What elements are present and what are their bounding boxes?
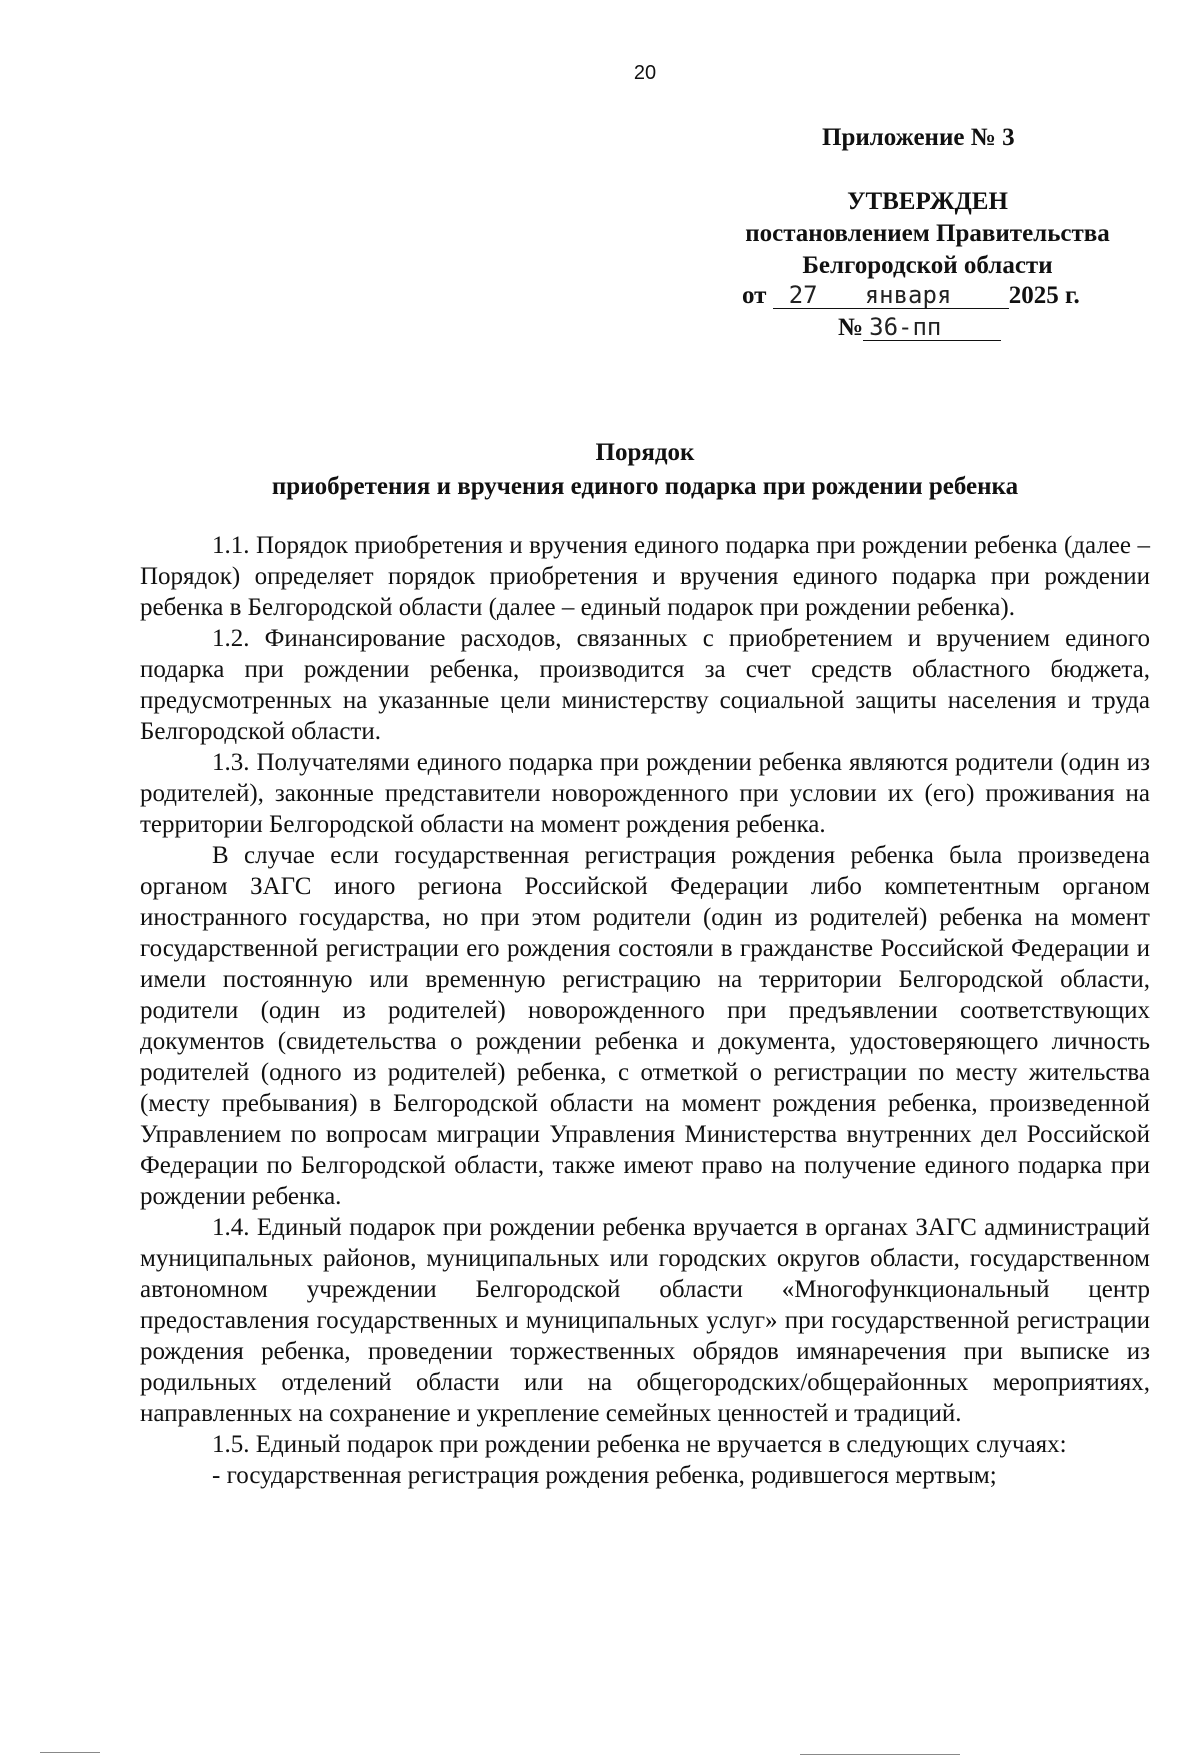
- document-title: [140, 436, 1150, 504]
- paragraph-1-3: 1.3. Получателями единого подарка при рождении ребенка являются родители (один из родителей), законные представители новорожденного при условии их (его) проживания на территории Белгородской области на момент рождения ребенка.: [140, 749, 1150, 838]
- paragraph-1-3-continued: В случае если государственная регистрация рождения ребенка была произведена органом ЗАГС иного региона Российской Федерации либо компетентным органом иностранного государства, но при этом родители (один из родителей) ребенка на момент государственной регистрации его рождения состояли в гражданстве Российской Федерации и имели постоянную или временную регистрацию на территории Белгородской области, родители (один из родителей) новорожденного при предъявлении соответствующих документов (свидетельства о рождении ребенка и документа, удостоверяющего личность родителей (одного из родителей) ребенка, с отметкой о регистрации по месту жительства (месту пребывания) в Белгородской области на момент рождения ребенка, произведенной Управлением по вопросам миграции Управления Министерства внутренних дел Российской Федерации по Белгородской области, также имеют право на получение единого подарка при рождении ребенка.: [140, 842, 1150, 1210]
- appendix-label: Приложение № 3: [822, 124, 1015, 151]
- approved-by-line-2: Белгородской области: [802, 252, 1053, 279]
- date-prefix: от: [742, 282, 767, 309]
- approved-heading: УТВЕРЖДЕН: [847, 188, 1008, 215]
- page-number: 20: [633, 62, 657, 84]
- paragraph-1-5: 1.5. Единый подарок при рождении ребенка не вручается в следующих случаях:: [212, 1431, 1067, 1458]
- number-prefix: №: [838, 314, 864, 341]
- date-year: 2025 г.: [1008, 282, 1080, 309]
- date-month-field: января: [849, 282, 1009, 309]
- title-line-2: приобретения и вручения единого подарка при рождении ребенка: [271, 473, 1019, 500]
- scan-artifact: [800, 1754, 960, 1755]
- number-field: 36-пп: [863, 314, 1001, 341]
- approval-block: [700, 186, 1155, 282]
- scan-artifact: [40, 1752, 100, 1753]
- title-line-1: Порядок: [595, 439, 695, 466]
- approved-by-line-1: постановлением Правительства: [745, 220, 1110, 247]
- decree-number: [838, 314, 1001, 342]
- decree-date: [742, 282, 1080, 310]
- document-body: [140, 530, 1150, 1491]
- paragraph-1-4: 1.4. Единый подарок при рождении ребенка вручается в органах ЗАГС администраций муниципальных районов, муниципальных или городских округов области, государственном автономном учреждении Белгородской области «Многофункциональный центр предоставления государственных и муниципальных услуг» при государственной регистрации рождения ребенка, проведении торжественных обрядов имянаречения при выписке из родильных отделений области или на общегородских/общерайонных мероприятиях, направленных на сохранение и укрепление семейных ценностей и традиций.: [140, 1214, 1150, 1427]
- paragraph-1-2: 1.2. Финансирование расходов, связанных с приобретением и вручением единого подарка при рождении ребенка, производится за счет средств областного бюджета, предусмотренных на указанные цели министерству социальной защиты населения и труда Белгородской области.: [140, 625, 1150, 745]
- date-day-field: 27: [773, 282, 849, 309]
- list-item: - государственная регистрация рождения ребенка, родившегося мертвым;: [212, 1462, 997, 1489]
- paragraph-1-1: 1.1. Порядок приобретения и вручения единого подарка при рождении ребенка (далее – Порядок) определяет порядок приобретения и вручения единого подарка при рождении ребенка в Белгородской области (далее – единый подарок при рождении ребенка).: [140, 532, 1150, 621]
